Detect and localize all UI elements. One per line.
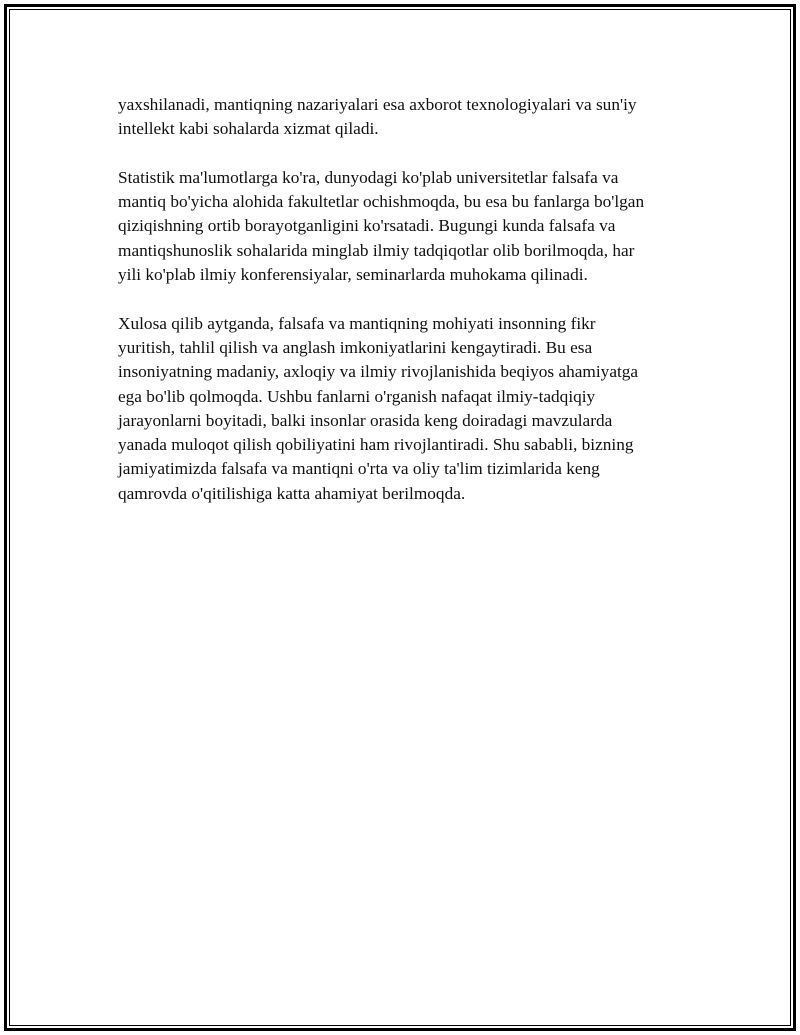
text-line: yili ko'plab ilmiy konferensiyalar, seminarlarda muhokama qilinadi.	[118, 265, 588, 285]
text-line: Statistik ma'lumotlarga ko'ra, dunyodagi ko'plab universitetlar falsafa va	[118, 167, 619, 187]
text-line: mantiqshunoslik sohalarida minglab ilmiy tadqiqotlar olib borilmoqda, har	[118, 240, 635, 260]
document-body	[118, 93, 718, 530]
text-line: yuritish, tahlil qilish va anglash imkoniyatlarini kengaytiradi. Bu esa	[118, 337, 593, 357]
paragraph-1	[118, 93, 718, 142]
text-line: qamrovda o'qitilishiga katta ahamiyat berilmoqda.	[118, 483, 466, 503]
text-line: jarayonlarni boyitadi, balki insonlar orasida keng doiradagi mavzularda	[118, 410, 613, 430]
text-line: intellekt kabi sohalarda xizmat qiladi.	[118, 119, 379, 139]
text-line: mantiq bo'yicha alohida fakultetlar ochishmoqda, bu esa bu fanlarga bo'lgan	[118, 192, 645, 212]
paragraph-3	[118, 312, 718, 506]
text-line: qiziqishning ortib borayotganligini ko'rsatadi. Bugungi kunda falsafa va	[118, 216, 616, 236]
text-line: Xulosa qilib aytganda, falsafa va mantiqning mohiyati insonning fikr	[118, 313, 596, 333]
text-line: yanada muloqot qilish qobiliyatini ham rivojlantiradi. Shu sababli, bizning	[118, 435, 634, 455]
text-line: insoniyatning madaniy, axloqiy va ilmiy rivojlanishida beqiyos ahamiyatga	[118, 362, 639, 382]
paragraph-2	[118, 166, 718, 287]
text-line: ega bo'lib qolmoqda. Ushbu fanlarni o'rganish nafaqat ilmiy-tadqiqiy	[118, 386, 596, 406]
text-line: jamiyatimizda falsafa va mantiqni o'rta va oliy ta'lim tizimlarida keng	[118, 459, 600, 479]
text-line: yaxshilanadi, mantiqning nazariyalari esa axborot texnologiyalari va sun'iy	[118, 95, 637, 114]
